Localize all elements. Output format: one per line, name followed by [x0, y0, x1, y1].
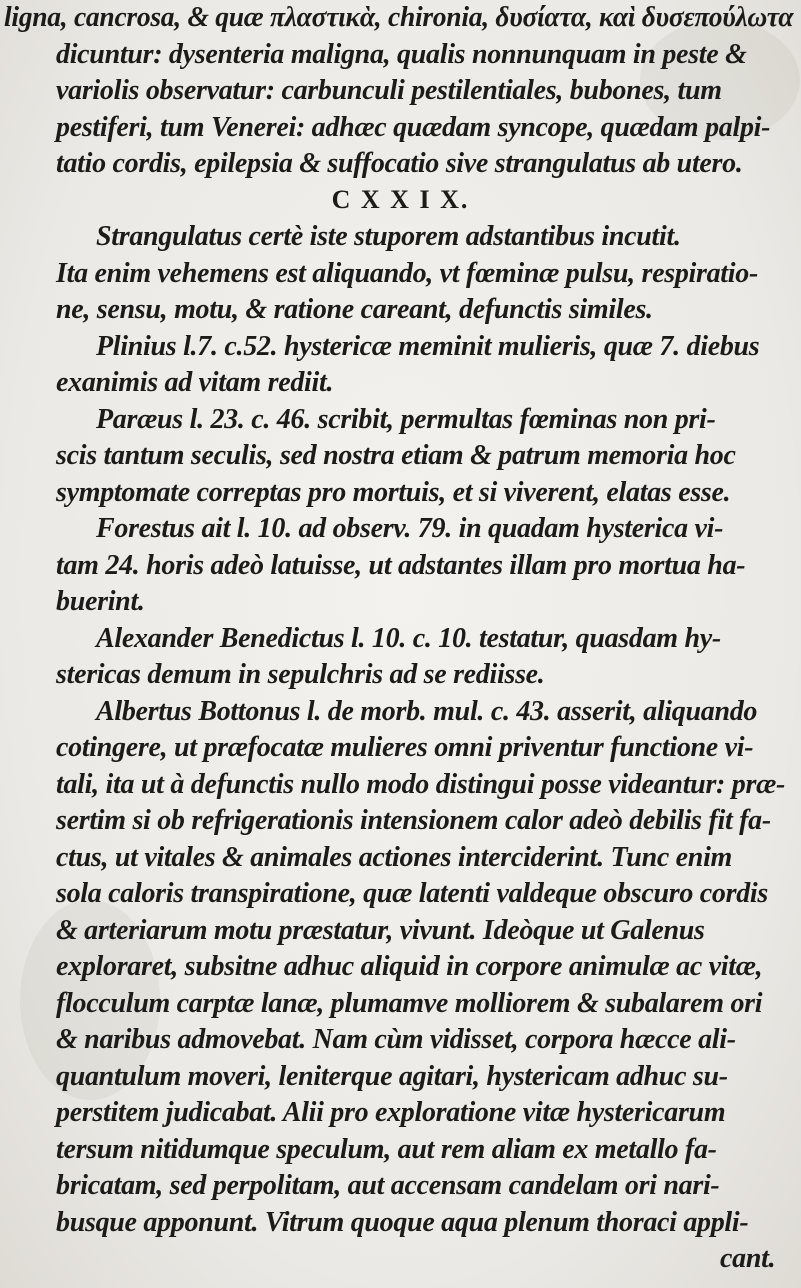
text-line: ctus, ut vitales & animales actiones interciderint. Tunc enim [56, 842, 733, 873]
text-line: perstitem judicabat. Alii pro exploratione vitæ hystericarum [56, 1097, 726, 1128]
text-line: ligna, cancrosa, & quæ πλαστικὰ, chironia, δυσίατα, καὶ δυσεπούλωτα [4, 2, 794, 33]
text-line: & arteriarum motu præstatur, vivunt. Ideòque ut Galenus [56, 915, 705, 946]
section-number: C X X I X. [331, 185, 470, 214]
text-line: Paræus l. 23. c. 46. scribit, permultas fœminas non pri- [96, 404, 716, 435]
text-line: ne, sensu, motu, & ratione careant, defunctis similes. [56, 294, 653, 325]
text-line: exanimis ad vitam rediit. [56, 367, 334, 398]
text-line: symptomate correptas pro mortuis, et si viverent, elatas esse. [56, 477, 731, 508]
text-line: Albertus Bottonus l. de morb. mul. c. 43. asserit, aliquando [96, 696, 758, 727]
text-line: dicuntur: dysenteria maligna, qualis nonnunquam in peste & [56, 39, 747, 70]
text-line: Ita enim vehemens est aliquando, vt fœminæ pulsu, respiratio- [56, 258, 758, 289]
text-line: tersum nitidumque speculum, aut rem aliam ex metallo fa- [56, 1134, 717, 1165]
text-line: sertim si ob refrigerationis intensionem calor adeò debilis fit fa- [56, 805, 771, 836]
text-line: sola caloris transpiratione, quæ latenti valdeque obscuro cordis [56, 878, 768, 909]
text-line: Forestus ait l. 10. ad observ. 79. in quadam hysterica vi- [96, 513, 724, 544]
text-line: stericas demum in sepulchris ad se rediisse. [56, 659, 545, 690]
text-line: quantulum moveri, leniterque agitari, hystericam adhuc su- [56, 1061, 728, 1092]
text-line: cant. [720, 1243, 776, 1274]
text-line: busque apponunt. Vitrum quoque aqua plenum thoraci appli- [56, 1207, 749, 1238]
text-line: Plinius l.7. c.52. hystericæ meminit mulieris, quæ 7. diebus [96, 331, 760, 362]
text-line: variolis observatur: carbunculi pestilentiales, bubones, tum [56, 75, 722, 106]
text-line: buerint. [56, 586, 145, 617]
text-line: scis tantum seculis, sed nostra etiam & patrum memoria hoc [56, 440, 736, 471]
text-line: Strangulatus certè iste stuporem adstantibus incutit. [96, 221, 681, 252]
text-line: exploraret, subsitne adhuc aliquid in corpore animulæ ac vitæ, [56, 951, 763, 982]
text-line: tam 24. horis adeò latuisse, ut adstantes illam pro mortua ha- [56, 550, 746, 581]
text-line: tatio cordis, epilepsia & suffocatio sive strangulatus ab utero. [56, 148, 743, 179]
text-line: bricatam, sed perpolitam, aut accensam candelam ori nari- [56, 1170, 720, 1201]
text-line: cotingere, ut præfocatæ mulieres omni priventur functione vi- [56, 732, 754, 763]
text-line: pestiferi, tum Venerei: adhæc quædam syncope, quædam palpi- [56, 112, 771, 143]
text-line: Alexander Benedictus l. 10. c. 10. testatur, quasdam hy- [96, 623, 721, 654]
text-line: tali, ita ut à defunctis nullo modo distingui posse videantur: præ- [56, 769, 786, 800]
text-line: flocculum carptæ lanæ, plumamve molliorem & subalarem ori [56, 988, 763, 1019]
text-line: & naribus admovebat. Nam cùm vidisset, corpora hæcce ali- [56, 1024, 736, 1055]
